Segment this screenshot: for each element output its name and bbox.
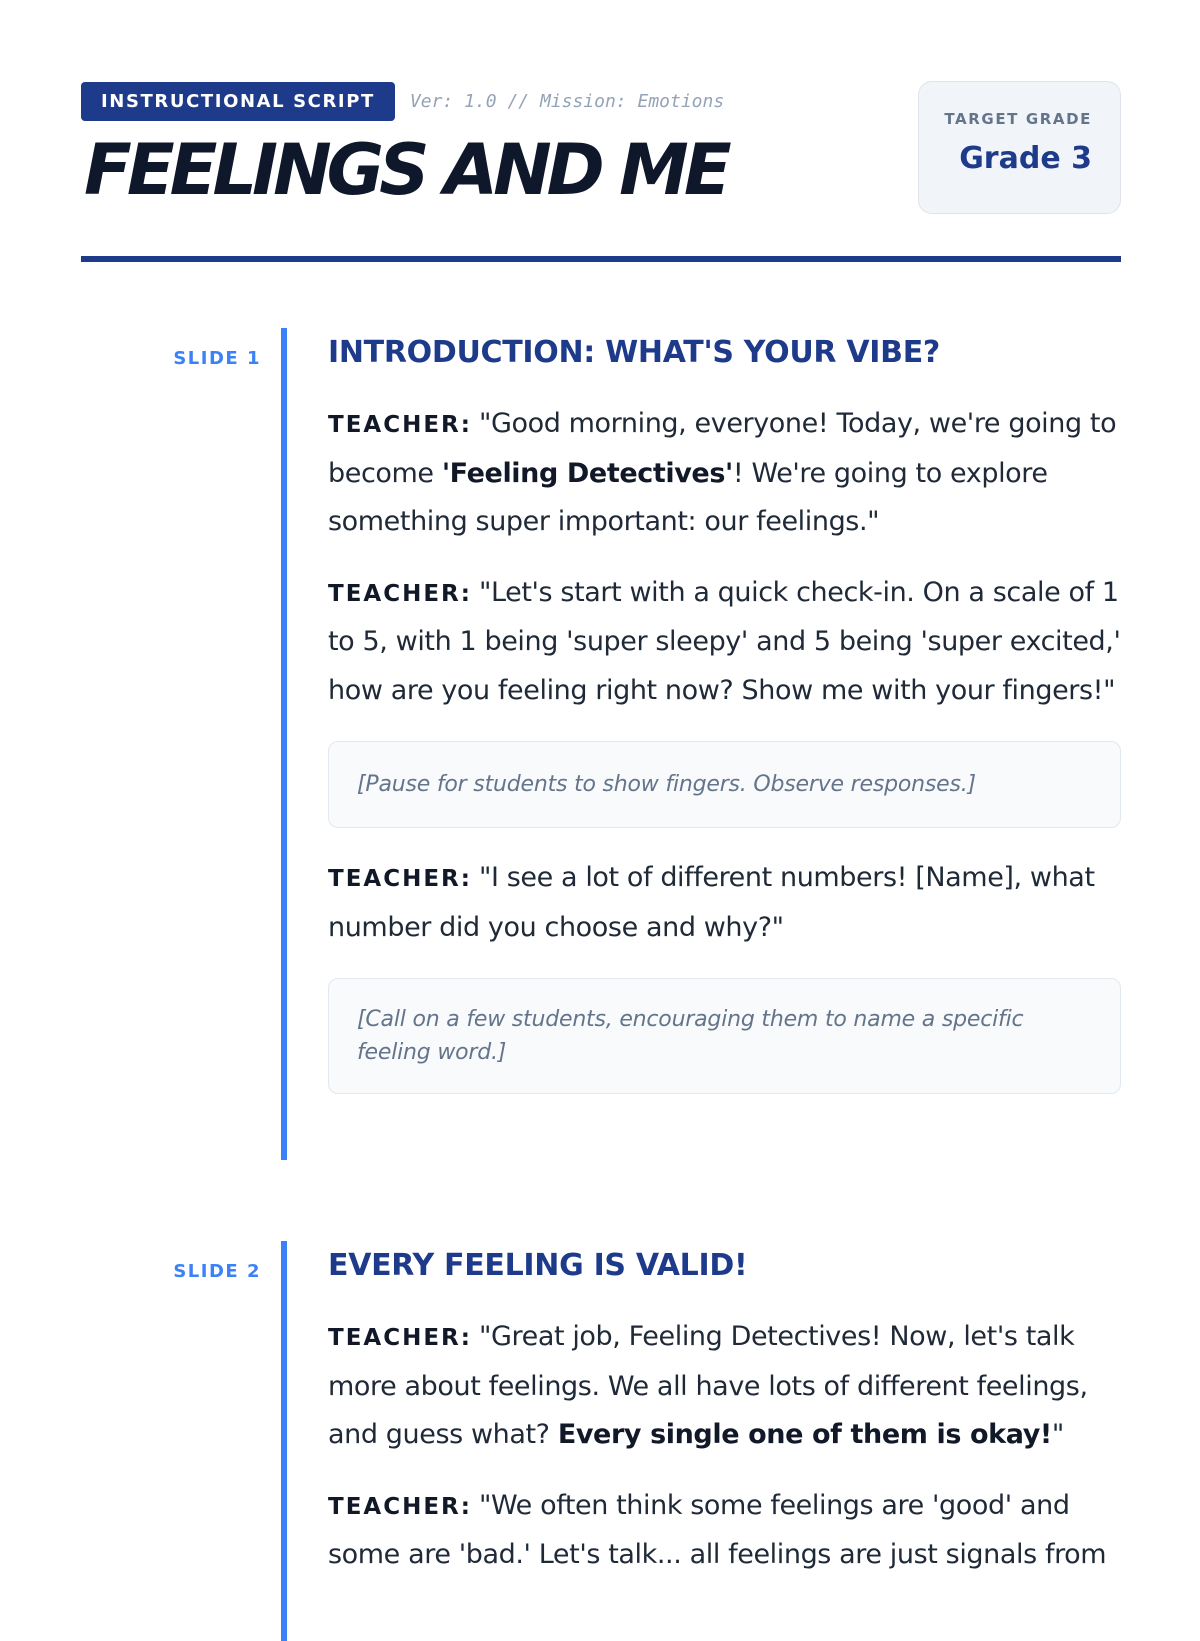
- speaker-label: TEACHER:: [328, 580, 472, 607]
- document-header: [81, 81, 1121, 261]
- slide-body: [328, 328, 1121, 1094]
- slide-number: SLIDE 2: [173, 1261, 261, 1282]
- document-title: FEELINGS AND ME: [84, 129, 727, 211]
- teacher-line-text: ": [1051, 1419, 1064, 1450]
- slide-title: EVERY FEELING IS VALID!: [328, 1248, 748, 1283]
- teacher-line: [328, 1482, 1121, 1580]
- emphasis-text: 'Feeling Detectives': [441, 457, 733, 489]
- speaker-label: TEACHER:: [328, 412, 472, 438]
- target-grade-value: Grade 3: [959, 141, 1092, 176]
- target-grade-card: [918, 81, 1121, 214]
- teacher-line-text: "I see a lot of different numbers! [Name], what number did you choose and why?": [328, 862, 1095, 943]
- teacher-line-text: ! We're going to explore something super important: our feelings.": [328, 457, 1048, 537]
- version-label: Ver: 1.0 // Mission: Emotions: [409, 90, 725, 112]
- slide-section-2: [81, 1241, 1121, 1641]
- teacher-line: [328, 400, 1121, 547]
- slide-number: SLIDE 1: [173, 348, 261, 369]
- teacher-line-text: "Good morning, everyone! Today, we're going to become: [328, 408, 1117, 489]
- emphasis-text: Every single one of them is okay!: [557, 1419, 1052, 1450]
- slide-title: INTRODUCTION: WHAT'S YOUR VIBE?: [328, 335, 940, 370]
- teacher-line-text: "Let's start with a quick check-in. On a scale of 1 to 5, with 1 being 'super sleepy' and 5 being 'super excited,' how are you feeling right now? Show me with your fingers!": [328, 576, 1121, 706]
- teacher-line-text: "We often think some feelings are 'good' and some are 'bad.' Let's talk... all feelings are just signals from: [328, 1489, 1107, 1570]
- slide-section-1: [81, 328, 1121, 1160]
- target-grade-label: TARGET GRADE: [944, 110, 1092, 128]
- speaker-label: TEACHER:: [328, 866, 472, 892]
- speaker-label: TEACHER:: [328, 1493, 472, 1520]
- teacher-line: [328, 854, 1121, 952]
- slide-accent-bar: [281, 328, 287, 1160]
- slide-body: [328, 1241, 1121, 1580]
- stage-direction-note: [Pause for students to show fingers. Observe responses.]: [328, 741, 1121, 828]
- teacher-line: [328, 569, 1121, 716]
- document-type-badge: INSTRUCTIONAL SCRIPT: [81, 82, 395, 121]
- teacher-line: [328, 1313, 1121, 1460]
- header-divider: [81, 256, 1121, 262]
- speaker-label: TEACHER:: [328, 1325, 472, 1351]
- teacher-line-text: "Great job, Feeling Detectives! Now, let's talk more about feelings. We all have lots of different feelings, and guess what?: [328, 1321, 1088, 1450]
- slide-accent-bar: [281, 1241, 287, 1641]
- stage-direction-note: [Call on a few students, encouraging them to name a specific feeling word.]: [328, 978, 1121, 1094]
